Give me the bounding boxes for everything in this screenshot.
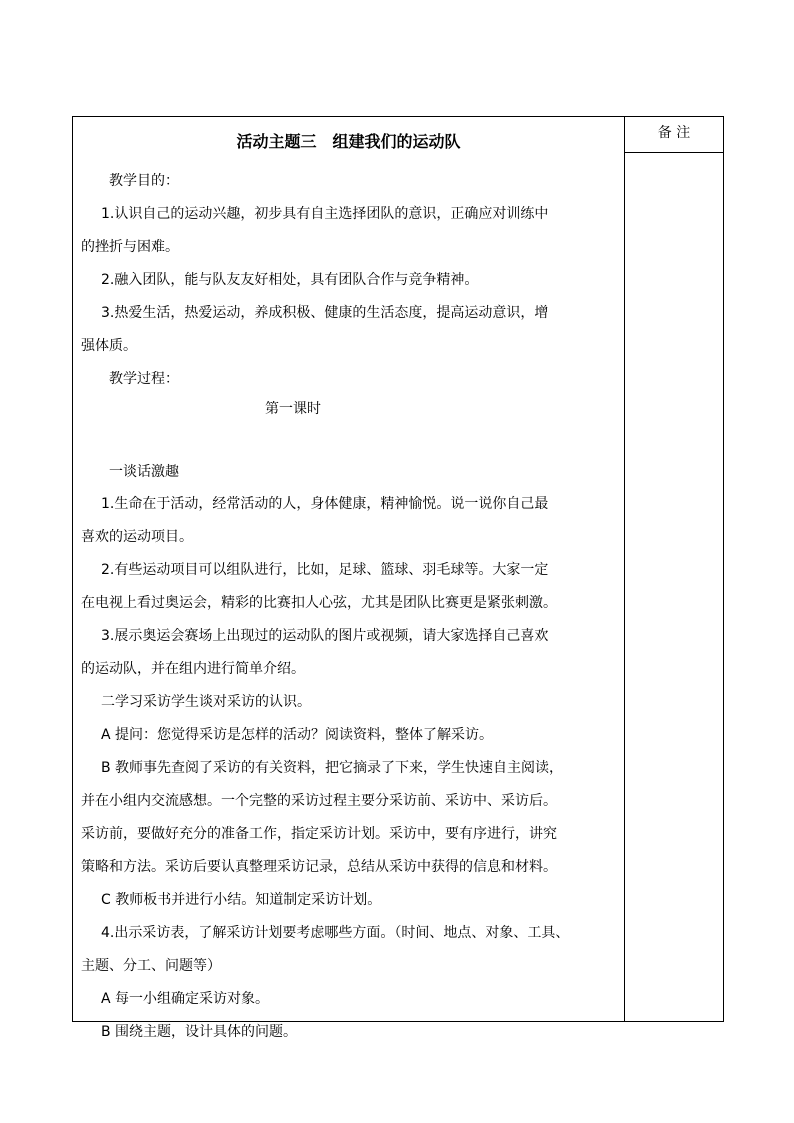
text-line: 一谈话激趣 (109, 464, 179, 480)
text-line: 3.热爱生活，热爱运动，养成积极、健康的生活态度，提高运动意识，增 (101, 305, 549, 321)
section-heading: 第一课时 (265, 401, 321, 417)
text-line: 3.展示奥运会赛场上出现过的运动队的图片或视频，请大家选择自己喜欢 (101, 628, 549, 644)
lesson-content (73, 117, 624, 1040)
text-line: 2.融入团队，能与队友友好相处，具有团队合作与竞争精神。 (101, 272, 479, 288)
text-line: 教学目的： (109, 173, 179, 189)
text-line: C 教师板书并进行小结。知道制定采访计划。 (101, 892, 382, 908)
text-line: 的挫折与困难。 (81, 239, 179, 255)
page-title: 活动主题三 组建我们的运动队 (236, 132, 461, 151)
text-line: 并在小组内交流感想。一个完整的采访过程主要分采访前、采访中、采访后。 (81, 793, 557, 809)
text-line: 策略和方法。采访后要认真整理采访记录，总结从采访中获得的信息和材料。 (81, 859, 557, 875)
text-line: 1.认识自己的运动兴趣，初步具有自主选择团队的意识，正确应对训练中 (101, 206, 549, 222)
text-line: 强体质。 (81, 338, 137, 354)
text-line: 喜欢的运动项目。 (81, 529, 193, 545)
text-line: 主题、分工、问题等） (81, 958, 221, 974)
text-line: 在电视上看过奥运会，精彩的比赛扣人心弦，尤其是团队比赛更是紧张刺激。 (81, 595, 557, 611)
text-line: 教学过程： (109, 371, 179, 387)
text-line: B 教师事先查阅了采访的有关资料，把它摘录了下来，学生快速自主阅读， (101, 760, 564, 776)
text-line: B 围绕主题，设计具体的问题。 (101, 1024, 298, 1040)
text-line: 4.出示采访表，了解采访计划要考虑哪些方面。（时间、地点、对象、工具、 (101, 925, 570, 941)
text-line: 1.生命在于活动，经常活动的人，身体健康，精神愉悦。说一说你自己最 (101, 496, 549, 512)
text-line: 2.有些运动项目可以组队进行，比如，足球、篮球、羽毛球等。大家一定 (101, 562, 549, 578)
text-line: A 每一小组确定采访对象。 (101, 991, 270, 1007)
text-line: 采访前，要做好充分的准备工作，指定采访计划。采访中，要有序进行，讲究 (81, 826, 557, 842)
text-line: 的运动队，并在组内进行简单介绍。 (81, 661, 305, 677)
text-line: 二学习采访学生谈对采访的认识。 (101, 694, 311, 710)
notes-column-header: 备 注 (625, 117, 723, 153)
text-line: A 提问：您觉得采访是怎样的活动？阅读资料，整体了解采访。 (101, 727, 494, 743)
lesson-plan-table (72, 116, 724, 1040)
